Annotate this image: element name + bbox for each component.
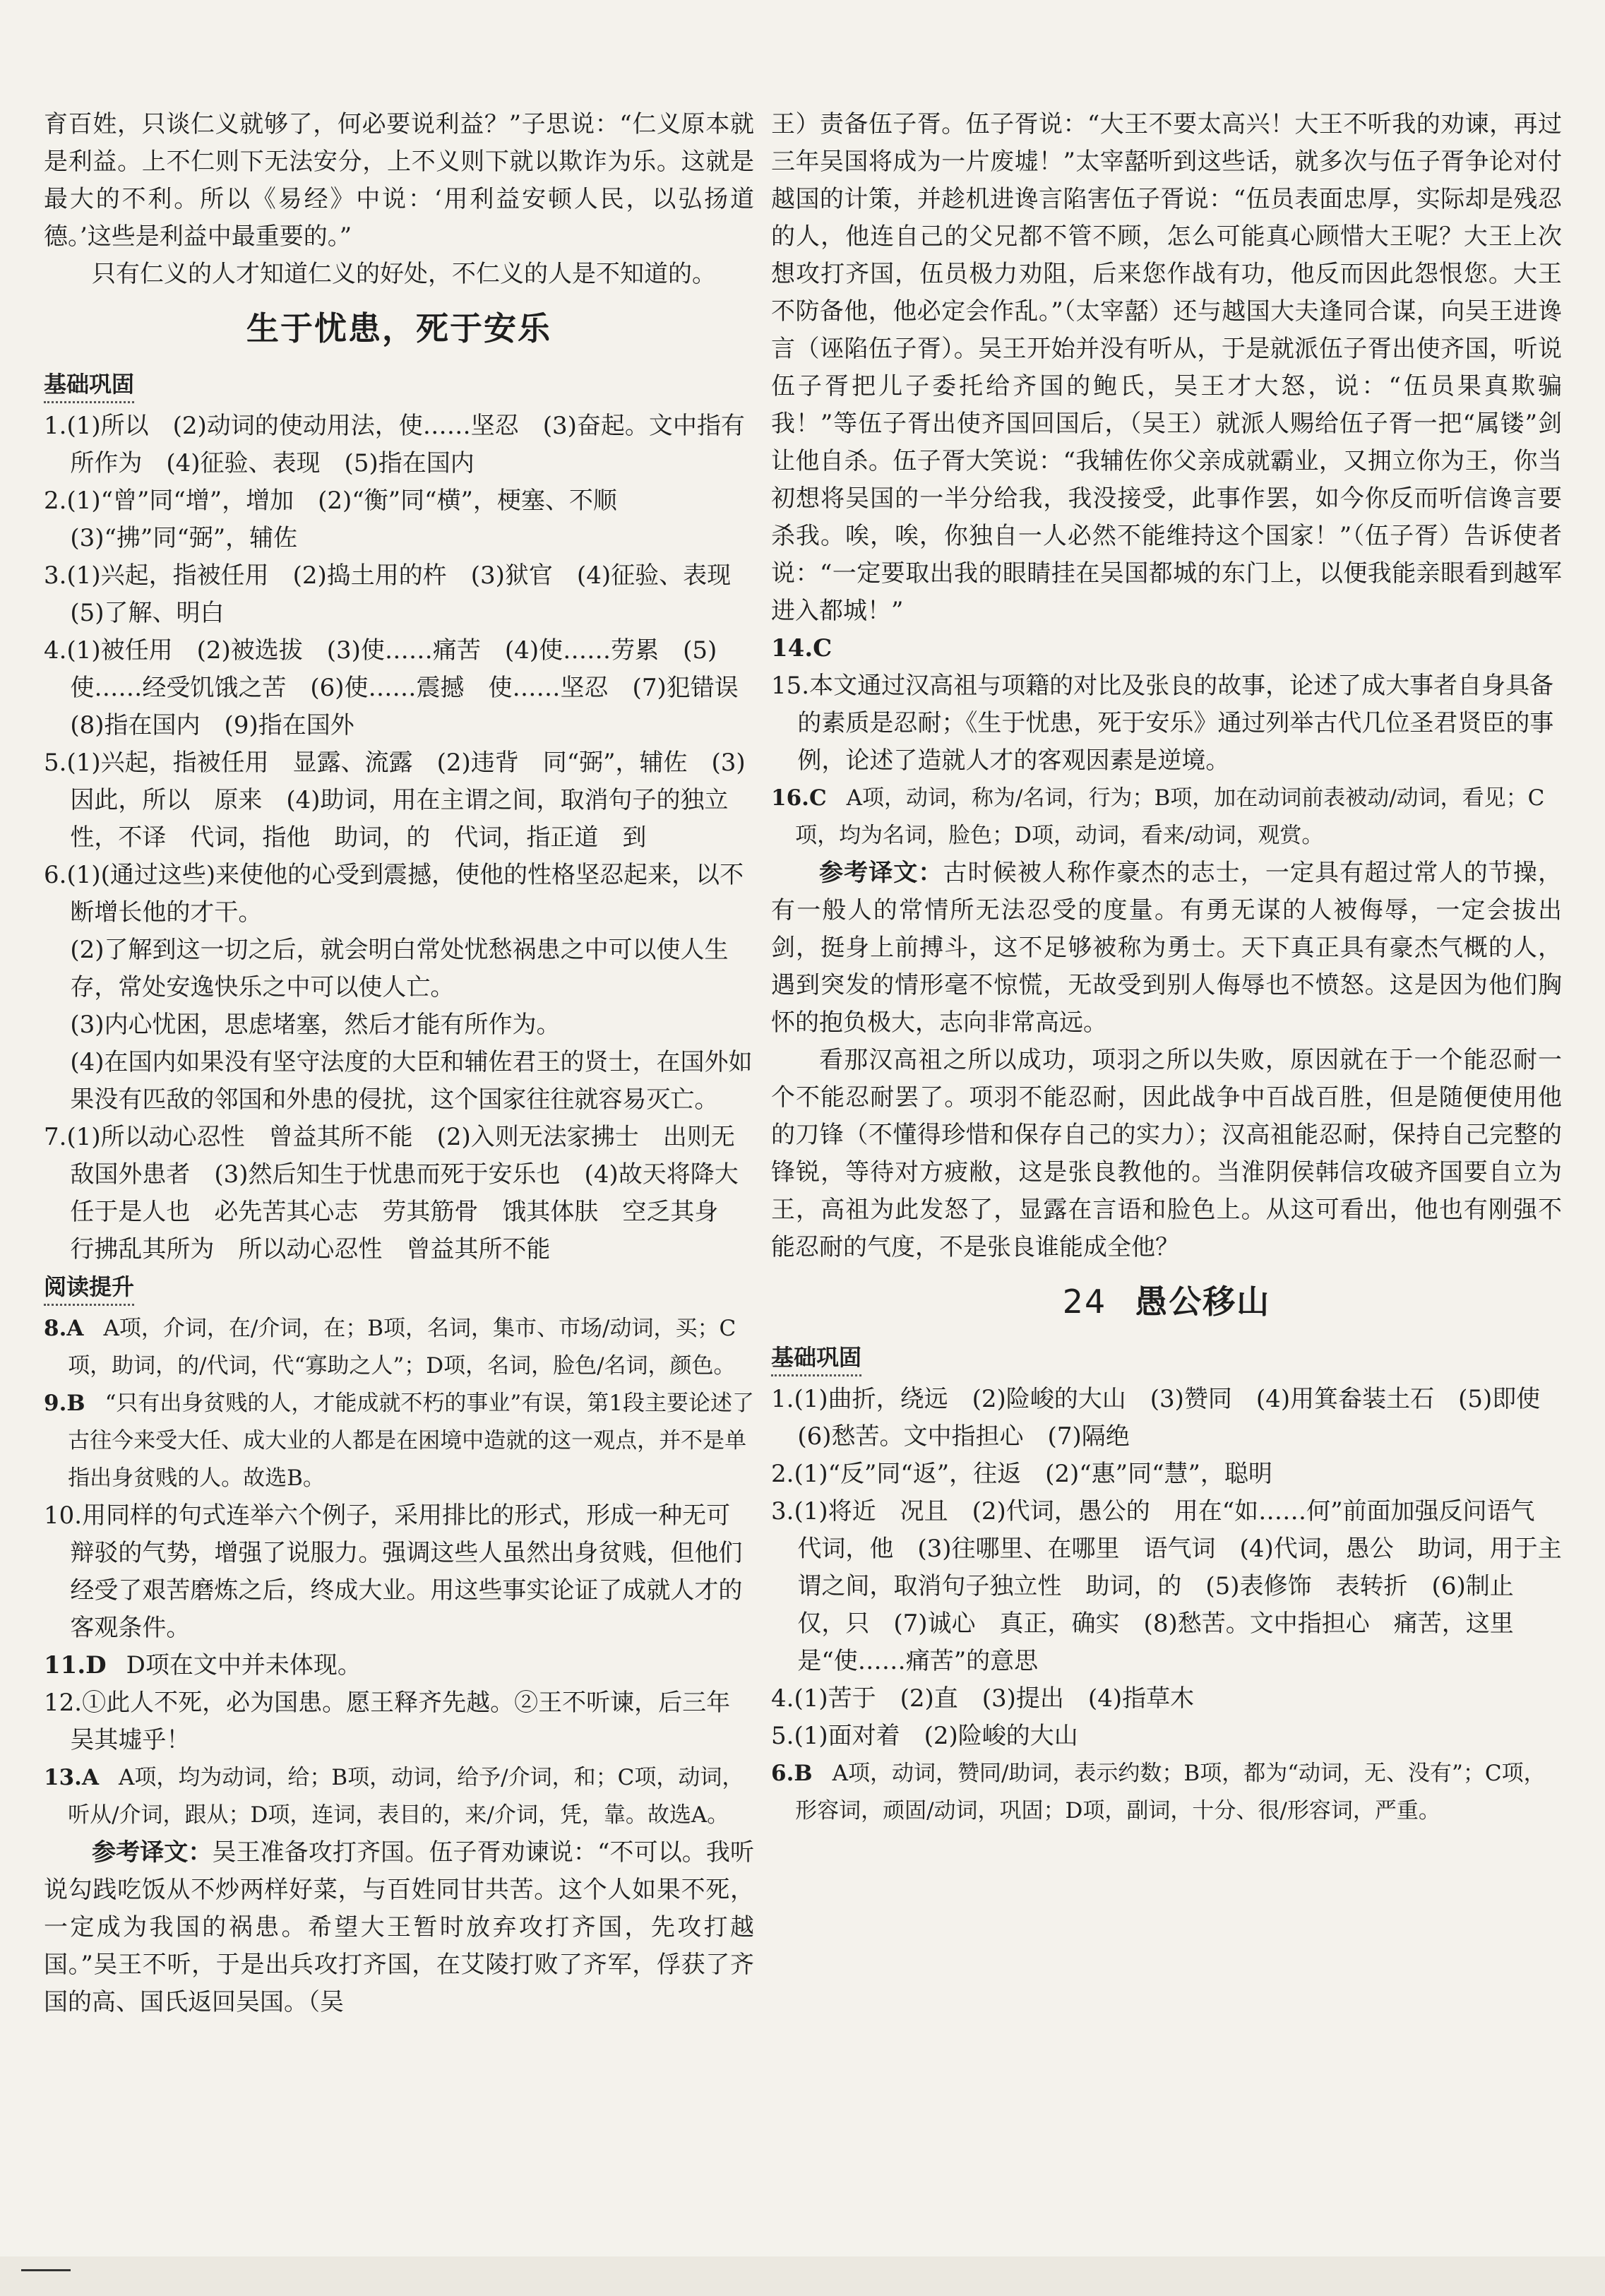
answer-item: 13.A A项，均为动词，给；B项，动词，给予/介词，和；C项，动词，听从/介词，跟从；D项，连词，表目的，来/介词，凭，靠。故选A。 <box>44 1765 744 1828</box>
lesson-title: 24 愚公移山 <box>1062 1283 1271 1321</box>
answer-item: 6.B A项，动词，赞同/助词，表示约数；B项，都为“动词，无、没有”；C项，形容词，顽固/动词，巩固；D项，副词，十分、很/形容词，严重。 <box>771 1761 1546 1824</box>
answer-item: 2.(1)“曾”同“增”，增加 (2)“衡”同“横”，梗塞、不顺 (3)“拂”同“弼”，辅佐 <box>44 487 641 552</box>
answer-item: 3.(1)兴起，指被任用 (2)捣土用的杵 (3)狱官 (4)征验、表现 (5)了解、明白 <box>44 561 756 627</box>
answer-item: 5.(1)兴起，指被任用 显露、流露 (2)违背 同“弼”，辅佐 (3)因此，所以 原来 (4)助词，用在主谓之间，取消句子的独立性，不译 代词，指他 助词，的 代词，指正道 到 <box>44 749 746 852</box>
translation-paragraph: 参考译文：吴王准备攻打齐国。伍子胥劝谏说：“不可以。我听说勾践吃饭从不炒两样好菜，与百姓同甘共苦。这个人如果不死，一定成为我国的祸患。希望大王暂时放弃攻打齐国，先攻打越国。”吴王不听，于是出兵攻打齐国，在艾陵打败了齐军，俘获了齐国的高、国氏返回吴国。（吴 <box>44 1838 754 2016</box>
answer-item: 5.(1)面对着 (2)险峻的大山 <box>771 1722 1078 1750</box>
carry-paragraph: 育百姓，只谈仁义就够了，何必要说利益？”子思说：“仁义原本就是利益。上不仁则下无法安分，上不义则下就以欺诈为乐。这就是最大的不利。所以《易经》中说：‘用利益安顿人民，以弘扬道德。’这些是利益中最重要的。” <box>44 110 754 251</box>
answer-item: 15.本文通过汉高祖与项籍的对比及张良的故事，论述了成大事者自身具备的素质是忍耐；《生于忧患，死于安乐》通过列举古代几位圣君贤臣的事例，论述了造就人才的客观因素是逆境。 <box>771 672 1554 775</box>
answer-item: 7.(1)所以动心忍性 曾益其所不能 (2)入则无法家拂士 出则无敌国外患者 (3)然后知生于忧患而死于安乐也 (4)故天将降大任于是人也 必先苦其心志 劳其筋骨 饿其体肤 空乏其身 行拂乱其所为 所以动心忍性 曾益其所不能 <box>44 1123 743 1263</box>
answer-subitem: (2)了解到这一切之后，就会明白常处忧愁祸患之中可以使人生存，常处安逸快乐之中可以使人亡。 <box>70 936 729 1001</box>
lesson-number: 24 <box>1062 1283 1107 1321</box>
answer-item: 1.(1)所以 (2)动词的使动用法，使……坚忍 (3)奋起。文中指有所作为 (4)征验、表现 (5)指在国内 <box>44 412 745 477</box>
answer-item: 10.用同样的句式连举六个例子，采用排比的形式，形成一种无可辩驳的气势，增强了说服力。强调这些人虽然出身贫贱，但他们经受了艰苦磨炼之后，终成大业。用这些事实论证了成就人才的客观条件。 <box>44 1501 743 1642</box>
section-label: 基础巩固 <box>44 366 754 408</box>
answer-item: 1.(1)曲折，绕远 (2)险峻的大山 (3)赞同 (4)用箕畚装土石 (5)即使 (6)愁苦。文中指担心 (7)隔绝 <box>771 1385 1565 1451</box>
answer-item: 2.(1)“反”同“返”，往返 (2)“惠”同“慧”，聪明 <box>771 1460 1272 1488</box>
section-title: 生于忧患，死于安乐 <box>246 309 551 347</box>
answer-item: 8.A A项，介词，在/介词，在；B项，名词，集市、市场/动词，买；C项，助词，的/代词，代“寡助之人”；D项，名词，脸色/名词，颜色。 <box>44 1316 736 1379</box>
answer-item: 9.B “只有出身贫贱的人，才能成就不朽的事业”有误，第1段主要论述了古往今来受大任、成大业的人都是在困境中造就的这一观点，并不是单指出身贫贱的人。故选B。 <box>44 1391 754 1491</box>
translation-paragraph: 看那汉高祖之所以成功，项羽之所以失败，原因就在于一个能忍耐一个不能忍耐罢了。项羽不能忍耐，因此战争中百战百胜，但是随便使用他的刀锋（不懂得珍惜和保存自己的实力）；汉高祖能忍耐，保持自己完整的锋锐，等待对方疲敝，这是张良教他的。当淮阴侯韩信攻破齐国要自立为王，高祖为此发怒了，显露在言语和脸色上。从这可看出，他也有刚强不能忍耐的气度，不是张良谁能成全他？ <box>771 1046 1562 1261</box>
answer-item: 3.(1)将近 况且 (2)代词，愚公的 用在“如……何”前面加强反问语气 代词，他 (3)往哪里、在哪里 语气词 (4)代词，愚公 助词，用于主谓之间，取消句子独立性 助词，的 (5)表修饰 表转折 (6)制止 仅，只 (7)诚心 真正，确实 (8)愁苦。文中指担心 痛苦，这里是“使……痛苦”的意思 <box>771 1497 1562 1675</box>
section-label: 基础巩固 <box>771 1339 1562 1381</box>
page-footer <box>0 2256 1605 2296</box>
answer-subitem: (3)内心忧困，思虑堵塞，然后才能有所作为。 <box>70 1011 561 1039</box>
answer-item: 16.C A项，动词，称为/名词，行为；B项，加在动词前表被动/动词，看见；C项，均为名词，脸色；D项，动词，看来/动词，观赏。 <box>771 785 1545 848</box>
translation-paragraph: 参考译文：古时候被人称作豪杰的志士，一定具有超过常人的节操，有一般人的常情所无法忍受的度量。有勇无谋的人被侮辱，一定会拔出剑，挺身上前搏斗，这不足够被称为勇士。天下真正具有豪杰气概的人，遇到突发的情形毫不惊慌，无故受到别人侮辱也不愤怒。这是因为他们胸怀的抱负极大，志向非常高远。 <box>771 859 1563 1037</box>
answer-item: 14.C <box>771 634 833 662</box>
translation-paragraph: 王）责备伍子胥。伍子胥说：“大王不要太高兴！大王不听我的劝谏，再过三年吴国将成为一片废墟！”太宰嚭听到这些话，就多次与伍子胥争论对付越国的计策，并趁机进谗言陷害伍子胥说：“伍员表面忠厚，实际却是残忍的人，他连自己的父兄都不管不顾，怎么可能真心顾惜大王呢？大王上次想攻打齐国，伍员极力劝阻，后来您作战有功，他反而因此怨恨您。大王不防备他，他必定会作乱。”（太宰嚭）还与越国大夫逢同合谋，向吴王进谗言（诬陷伍子胥）。吴王开始并没有听从，于是就派伍子胥出使齐国，听说伍子胥把儿子委托给齐国的鲍氏，吴王才大怒，说：“伍员果真欺骗我！”等伍子胥出使齐国回国后，（吴王）就派人赐给伍子胥一把“属镂”剑让他自杀。伍子胥大笑说：“我辅佐你父亲成就霸业，又拥立你为王，你当初想将吴国的一半分给我，我没接受，此事作罢，如今你反而听信谗言要杀我。唉，唉，你独自一人必然不能维持这个国家！”（伍子胥）告诉使者说：“一定要取出我的眼睛挂在吴国都城的东门上，以便我能亲眼看到越军进入都城！” <box>771 110 1562 625</box>
answer-item: 12.①此人不死，必为国患。愿王释齐先越。②王不听谏，后三年吴其墟乎！ <box>44 1689 731 1754</box>
answer-item: 6.(1)(通过这些)来使他的心受到震撼，使他的性格坚忍起来，以不断增长他的才干。 <box>44 861 744 927</box>
right-column <box>771 106 1565 1830</box>
answer-subitem: (4)在国内如果没有坚守法度的大臣和辅佐君王的贤士，在国外如果没有匹敌的邻国和外患的侵扰，这个国家往往就容易灭亡。 <box>70 1048 753 1114</box>
answer-item: 11.D D项在文中并未体现。 <box>44 1651 362 1679</box>
carry-paragraph: 只有仁义的人才知道仁义的好处，不仁义的人是不知道的。 <box>92 260 716 288</box>
left-column <box>44 106 763 2021</box>
answer-item: 4.(1)苦于 (2)直 (3)提出 (4)指草木 <box>771 1684 1195 1713</box>
answer-item: 4.(1)被任用 (2)被选拔 (3)使……痛苦 (4)使……劳累 (5)使……经受饥饿之苦 (6)使……震撼 使……坚忍 (7)犯错误 (8)指在国内 (9)指在国外 <box>44 636 763 739</box>
section-label: 阅读提升 <box>44 1268 754 1310</box>
footer-rule <box>21 2269 71 2271</box>
